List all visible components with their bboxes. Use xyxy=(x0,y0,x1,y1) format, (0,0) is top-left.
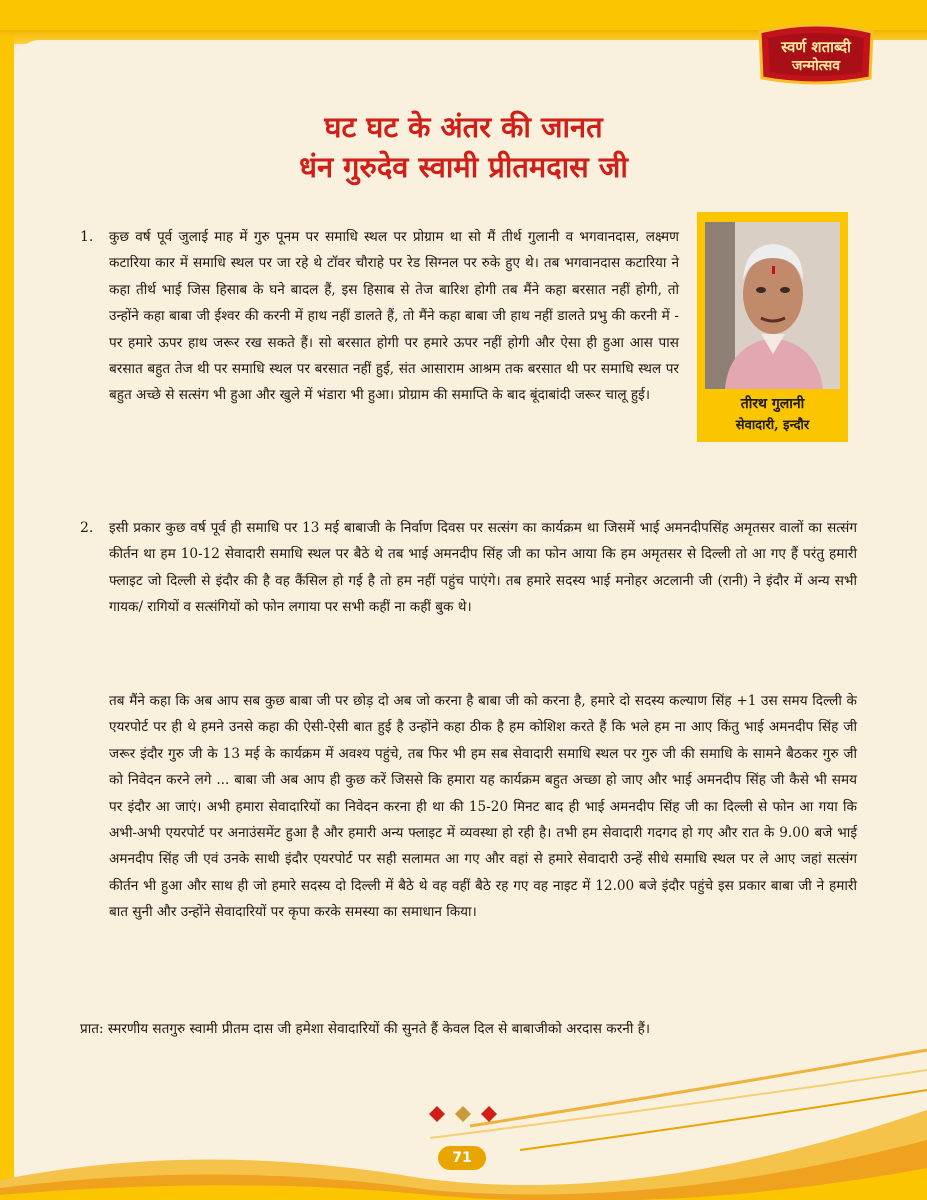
profile-card xyxy=(697,212,848,442)
item-number-1: 1. xyxy=(80,229,94,245)
item-text-2: इसी प्रकार कुछ वर्ष पूर्व ही समाधि पर 13 मई बाबाजी के निर्वाण दिवस पर सत्संग का कार्यक्रम था जिसमें भाई अमनदीपसिंह अमृतसर वालों का सत्संग कीर्तन था हम 10-12 सेवादारी समाधि स्थल पर बैठे थे तब भाई अमनदीप सिंह जी का फोन आया कि हम अमृतसर से दिल्ली तो आ गए हैं परंतु हमारी फ्लाइट जो दिल्ली से इंदौर की है वह कैंसिल हो गई है तो हम नहीं पहुंच पाएंगे। तब हमारे सदस्य भाई मनोहर अटलानी जी (रानी) ने इंदौर में अन्य सभी गायक/ रागियों व सत्संगियों को फोन लगाया पर सभी कहीं ना कहीं बुक थे। xyxy=(109,520,857,616)
profile-photo xyxy=(705,222,840,389)
page-number: 71 xyxy=(438,1146,486,1170)
closing-line: प्रात: स्मरणीय सतगुरु स्वामी प्रीतम दास जी हमेशा सेवादारियों की सुनते हैं केवल दिल से बाबाजीको अरदास करनी हैं। xyxy=(80,1021,651,1037)
body-paragraph: तब मैंने कहा कि अब आप सब कुछ बाबा जी पर छोड़ दो अब जो करना है बाबा जी को करना है, हमारे दो सदस्य कल्याण सिंह +1 उस समय दिल्ली के एयरपोर्ट पर ही थे हमने उनसे कहा की ऐसी-ऐसी बात हुई है उन्होंने कहा ठीक है हम कोशिश करते हैं कि भले हम ना आए किंतु भाई अमनदीप सिंह जी जरूर इंदौर गुरु जी के 13 मई के कार्यक्रम में अवश्य पहुंचे, तब फिर भी हम सब सेवादारी समाधि स्थल पर गुरु जी की समाधि के सामने बैठकर गुरु जी को निवेदन करने लगे ... बाबा जी अब आप ही कुछ करें जिससे कि हमारा यह कार्यक्रम बहुत अच्छा हो जाए और भाई अमनदीप सिंह जी कैसे भी समय पर इंदौर आ जाएं। अभी हमारा सेवादारियों का निवेदन करना ही था की 15-20 मिनट बाद ही भाई अमनदीप सिंह जी का दिल्ली से फोन आ गया कि अभी-अभी एयरपोर्ट पर अनाउंसमेंट हुआ है और हमारी अन्य फ्लाइट में व्यवस्था हो रही है। तभी हम सेवादारी गदगद हो गए और रात के 9.00 बजे भाई अमनदीप सिंह जी एवं उनके साथी इंदौर एयरपोर्ट पर सही सलामत आ गए और वहां से हमारे सेवादारी उन्हें सीधे समाधि स्थल पर ले आए जहां सत्संग कीर्तन भी हुआ और साथ ही जो हमारे सदस्य दो दिल्ली में बैठे थे वह वहीं बैठे रह गए वह नाइट में 12.00 बजे इंदौर पहुंचे इस प्रकार बाबा जी ने हमारी बात सुनी और उन्होंने सेवादारियों पर कृपा करके समस्या का समाधान किया। xyxy=(109,693,857,921)
decorative-diamonds xyxy=(427,1104,499,1124)
item-number-2: 2. xyxy=(80,520,94,536)
logo-line2: जन्मोत्सव xyxy=(791,58,841,74)
swarna-shatabdi-logo xyxy=(754,22,878,86)
profile-role: सेवादारी, इन्दौर xyxy=(735,418,810,433)
left-frame-band xyxy=(0,36,14,1200)
logo-line1: स्वर्ण शताब्दी xyxy=(781,38,851,56)
item-text-1: कुछ वर्ष पूर्व जुलाई माह में गुरु पूनम पर समाधि स्थल पर प्रोग्राम था सो मैं तीर्थ गुलानी व भगवानदास, लक्ष्मण कटारिया कार में समाधि स्थल पर जा रहे थे टॉवर चौराहे पर रेड सिग्नल पर रुके हुए थे। तब भगवानदास कटारिया ने कहा तीर्थ भाई जिस हिसाब के घने बादल हैं, इस हिसाब से तेज बारिश होगी तब मैंने कहा बरसात नहीं होगी, तो उन्होंने कहा बाबा जी ईश्वर की करनी में हाथ नहीं डालते हैं, तो मैंने कहा बाबा जी हाथ नहीं डालते प्रभु की करनी में - पर हमारे ऊपर हाथ जरूर रख सकते हैं। सो बरसात होगी पर हमारे ऊपर नहीं होगी और ऐसा ही हुआ आस पास बरसात बहुत तेज थी पर समाधि स्थल पर बरसात नहीं हुई, संत आसाराम आश्रम तक बरसात थी पर समाधि स्थल पर बहुत अच्छे से सत्संग भी हुआ और खुले में भंडारा भी हुआ। प्रोग्राम की समाप्ति के बाद बूंदाबांदी जरूर चालू हुई। xyxy=(109,229,679,404)
page-title-line2: धंन गुरुदेव स्वामी प्रीतमदास जी xyxy=(299,150,628,184)
profile-name: तीरथ गुलानी xyxy=(740,396,805,412)
page-title-line1: घट घट के अंतर की जानत xyxy=(324,110,603,144)
